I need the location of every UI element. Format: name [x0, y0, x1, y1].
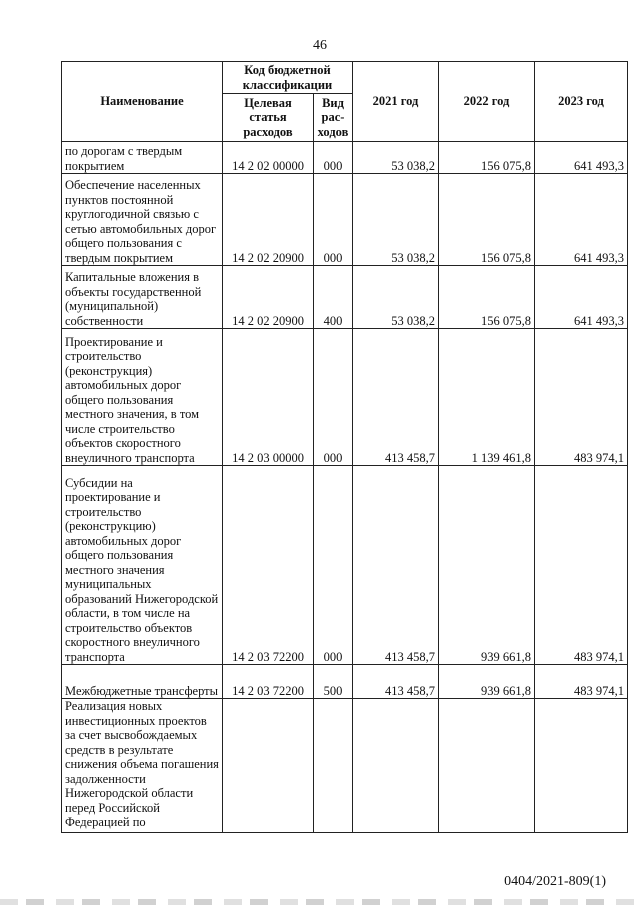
row-target: 14 2 03 00000: [223, 329, 314, 466]
row-2022: 156 075,8: [439, 174, 535, 266]
row-kind: 400: [314, 266, 353, 329]
row-2023: 483 974,1: [535, 665, 628, 699]
scan-edge-strip: [0, 899, 640, 905]
row-2022: 939 661,8: [439, 665, 535, 699]
document-number: 0404/2021-809(1): [504, 874, 606, 889]
row-2022: 156 075,8: [439, 266, 535, 329]
page-number: 46: [313, 38, 327, 53]
table-row: [62, 466, 628, 665]
header-2023: 2023 год: [535, 62, 628, 142]
row-2022: [439, 699, 535, 833]
row-target: 14 2 02 20900: [223, 174, 314, 266]
table-row: [62, 142, 628, 174]
row-target: 14 2 03 72200: [223, 665, 314, 699]
row-2021: 53 038,2: [353, 142, 439, 174]
row-target: 14 2 03 72200: [223, 466, 314, 665]
row-name: Проектирование и строительство (реконструкция) автомобильных дорог общего пользования местного значения, в том числе строительство объектов скоростного внеуличного транспорта: [62, 329, 223, 466]
row-2021: 413 458,7: [353, 329, 439, 466]
row-kind: 000: [314, 329, 353, 466]
row-2023: 641 493,3: [535, 174, 628, 266]
header-2021: 2021 год: [353, 62, 439, 142]
budget-table: [61, 61, 628, 833]
row-target: [223, 699, 314, 833]
row-target: 14 2 02 00000: [223, 142, 314, 174]
row-name: Субсидии на проектирование и строительство (реконструкцию) автомобильных дорог общего пользования местного значения муниципальных образований Нижегородской области, в том числе на строительство объектов скоростного внеуличного транспорта: [62, 466, 223, 665]
row-2021: 53 038,2: [353, 266, 439, 329]
row-kind: 000: [314, 466, 353, 665]
header-kind: Вид рас-ходов: [314, 94, 353, 142]
header-code-group: Код бюджетной классификации: [223, 62, 353, 94]
row-2022: 1 139 461,8: [439, 329, 535, 466]
row-2022: 156 075,8: [439, 142, 535, 174]
header-2022: 2022 год: [439, 62, 535, 142]
table-row: [62, 665, 628, 699]
row-kind: [314, 699, 353, 833]
table-row: [62, 266, 628, 329]
table-row: [62, 329, 628, 466]
row-2023: 483 974,1: [535, 466, 628, 665]
header-row: [62, 62, 628, 94]
row-2023: 483 974,1: [535, 329, 628, 466]
header-target: Целевая статья расходов: [223, 94, 314, 142]
row-kind: 000: [314, 174, 353, 266]
row-name: Капитальные вложения в объекты государственной (муниципальной) собственности: [62, 266, 223, 329]
table-row: [62, 174, 628, 266]
row-2022: 939 661,8: [439, 466, 535, 665]
row-name: Межбюджетные трансферты: [62, 665, 223, 699]
row-2021: 413 458,7: [353, 466, 439, 665]
row-2021: 413 458,7: [353, 665, 439, 699]
row-2023: 641 493,3: [535, 266, 628, 329]
row-name: Обеспечение населенных пунктов постоянной круглогодичной связью с сетью автомобильных дорог общего пользования с твердым покрытием: [62, 174, 223, 266]
row-name: по дорогам с твердым покрытием: [62, 142, 223, 174]
row-target: 14 2 02 20900: [223, 266, 314, 329]
row-2023: [535, 699, 628, 833]
row-name: Реализация новых инвестиционных проектов за счет высвобождаемых средств в результате снижения объема погашения задолженности Нижегородской области перед Российской Федерацией по: [62, 699, 223, 833]
row-2023: 641 493,3: [535, 142, 628, 174]
row-2021: 53 038,2: [353, 174, 439, 266]
header-name: Наименование: [62, 62, 223, 142]
row-2021: [353, 699, 439, 833]
table-row: [62, 699, 628, 833]
row-kind: 500: [314, 665, 353, 699]
row-kind: 000: [314, 142, 353, 174]
